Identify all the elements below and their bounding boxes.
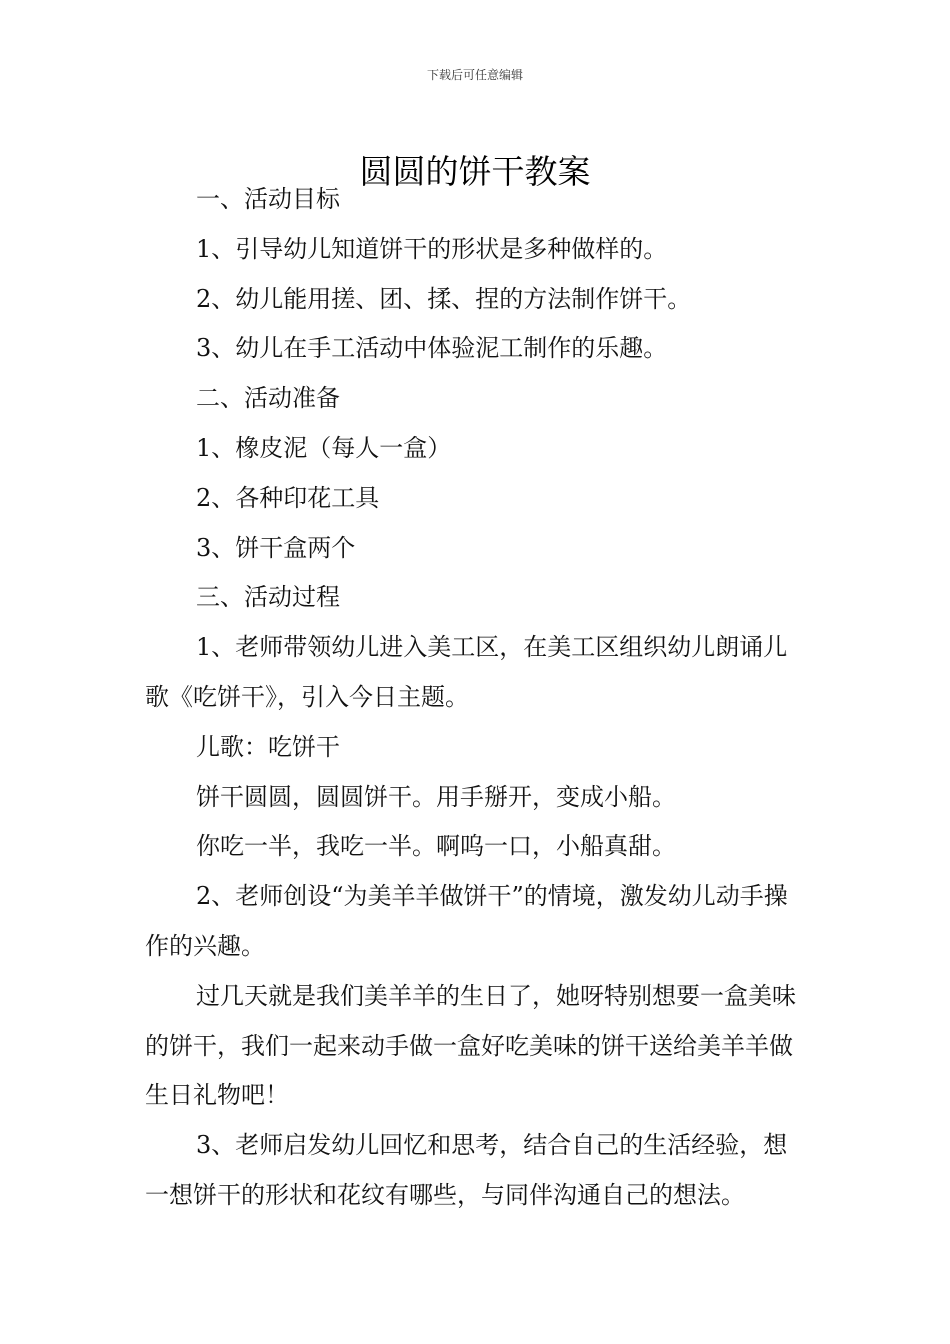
page-header-note: 下载后可任意编辑 (426, 68, 523, 82)
goal-item: 1、引导幼儿知道饼干的形状是多种做样的。 (196, 234, 668, 263)
goal-item: 3、幼儿在手工活动中体验泥工制作的乐趣。 (196, 334, 668, 363)
process-step: 3、老师启发幼儿回忆和思考，结合自己的生活经验，想一想饼干的形状和花纹有哪些，与同伴沟通自己的想法。 (145, 1131, 788, 1209)
goal-item: 2、幼儿能用搓、团、揉、捏的方法制作饼干。 (196, 284, 692, 313)
rhyme-line: 你吃一半，我吃一半。啊呜一口，小船真甜。 (196, 832, 676, 861)
document-title: 圆圆的饼干教案 (359, 152, 591, 192)
section-heading-process: 三、活动过程 (196, 583, 340, 612)
rhyme-line: 饼干圆圆，圆圆饼干。用手掰开，变成小船。 (196, 782, 676, 811)
preparation-item: 3、饼干盒两个 (196, 533, 356, 562)
section-heading-goals: 一、活动目标 (196, 185, 340, 213)
process-step: 1、老师带领幼儿进入美工区，在美工区组织幼儿朗诵儿歌《吃饼干》，引入今日主题。 (145, 633, 788, 711)
section-heading-preparation: 二、活动准备 (196, 384, 340, 413)
document-body (145, 175, 810, 1221)
preparation-item: 1、橡皮泥（每人一盒） (196, 433, 452, 462)
rhyme-title: 儿歌：吃饼干 (196, 732, 340, 761)
scenario-paragraph: 过几天就是我们美羊羊的生日了，她呀特别想要一盒美味的饼干，我们一起来动手做一盒好吃美味的饼干送给美羊羊做生日礼物吧！ (145, 981, 796, 1110)
process-step: 2、老师创设“为美羊羊做饼干”的情境，激发幼儿动手操作的兴趣。 (145, 882, 788, 960)
preparation-item: 2、各种印花工具 (196, 483, 380, 512)
